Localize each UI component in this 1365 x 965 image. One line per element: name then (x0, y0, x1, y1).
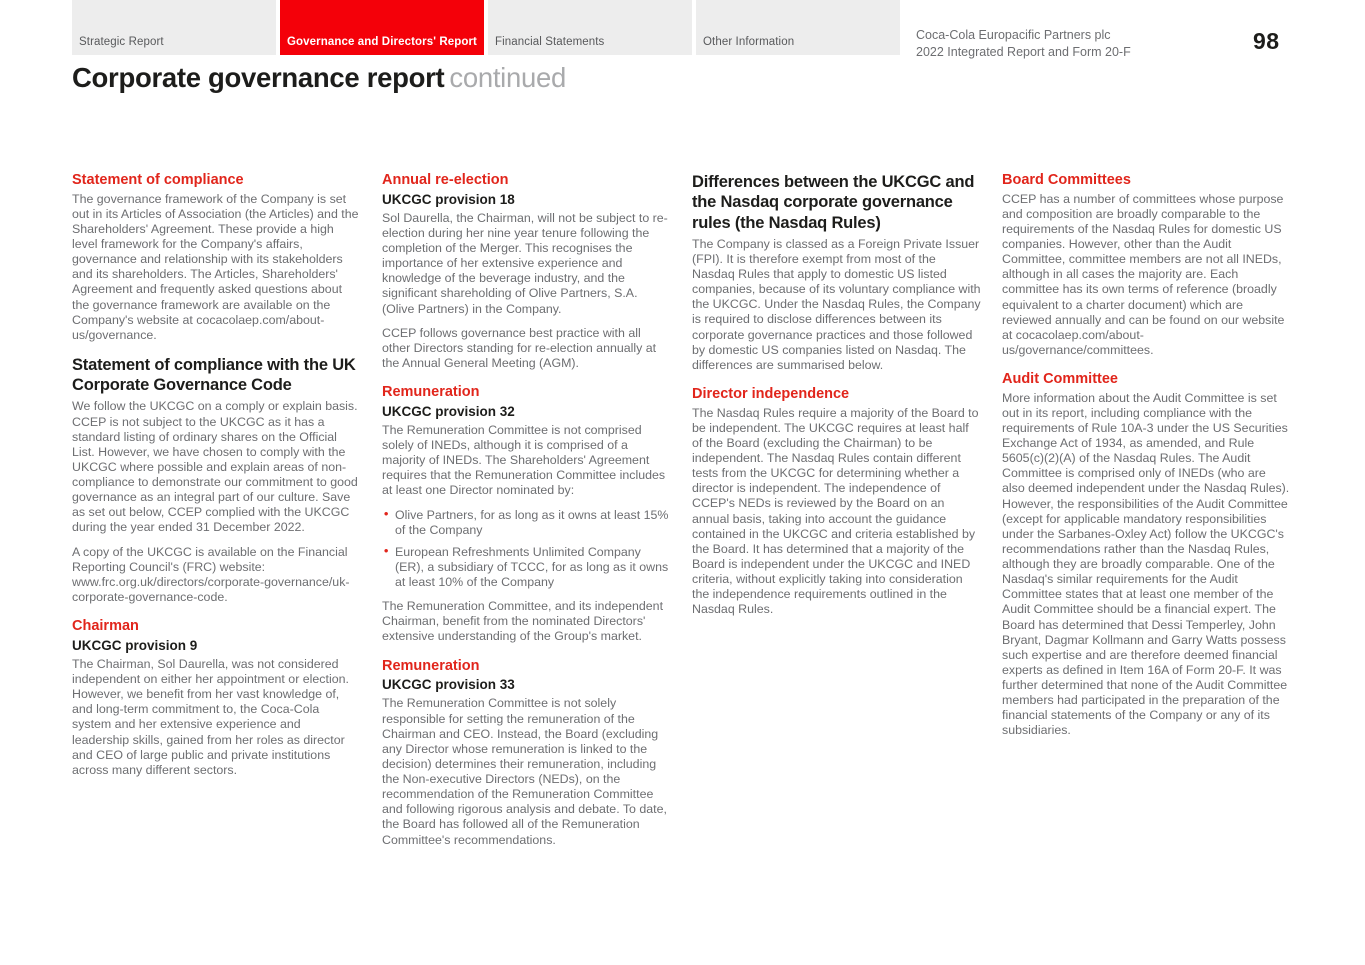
paragraph: The Chairman, Sol Daurella, was not considered independent on either her appointment or election. However, we benefit from her vast knowledge of, and long-term commitment to, the Coca-Cola system and her extensive experience and leadership skills, gained from her roles as director and CEO of large public and private institutions across many different sectors. (72, 656, 349, 777)
heading-director-independence: Director independence (692, 385, 850, 402)
paragraph: The Remuneration Committee, and its independent Chairman, benefit from the nominated Directors' extensive understanding of the Group's market. (382, 599, 664, 644)
publication-info (916, 27, 1131, 60)
heading-remuneration-32: Remuneration (382, 384, 480, 401)
column-board-committees (1002, 172, 1291, 857)
company-name: Coca-Cola Europacific Partners plc (916, 28, 1111, 42)
page-title-main: Corporate governance report (72, 62, 445, 93)
heading-chairman: Chairman (72, 618, 139, 635)
list-item: • European Refreshments Unlimited Company (ER), a subsidiary of TCCC, for as long as it owns at least 10% of the Company (382, 545, 671, 590)
column-re-election-remuneration (382, 172, 671, 857)
tab-governance-and-directors-report[interactable] (280, 0, 484, 55)
subheading-ukcgc-provision-18: UKCGC provision 18 (382, 191, 515, 207)
heading-board-committees: Board Committees (1002, 172, 1131, 188)
heading-audit-committee: Audit Committee (1002, 371, 1118, 388)
tab-strategic-report[interactable] (72, 0, 276, 55)
tab-label-financial-statements: Financial Statements (495, 36, 605, 48)
heading-remuneration-33: Remuneration (382, 657, 480, 674)
paragraph: We follow the UKCGC on a comply or explain basis. CCEP is not subject to the UKCGC as it has a standard listing of ordinary shares on the Official List. However, we have chosen to comply with the UKCGC where possible and explain areas of non-compliance to demonstrate our commitment to good governance as an integral part of our culture. Save as set out below, CCEP complied with the UKCGC during the year ended 31 December 2022. (72, 399, 358, 535)
subheading-ukcgc-provision-32: UKCGC provision 32 (382, 403, 515, 419)
tab-label-strategic-report: Strategic Report (79, 36, 164, 48)
section-tabs (72, 0, 900, 55)
tab-financial-statements[interactable] (488, 0, 692, 55)
report-name: 2022 Integrated Report and Form 20-F (916, 44, 1131, 59)
paragraph: The Remuneration Committee is not comprised solely of INEDs, although it is comprised of a majority of INEDs. The Shareholders' Agreement requires that the Remuneration Committee includes at least one Director nominated by: (382, 422, 666, 498)
heading-statement-of-compliance-ukcgc: Statement of compliance with the UK Corporate Governance Code (72, 355, 356, 395)
heading-differences-ukcgc-nasdaq: Differences between the UKCGC and the Nasdaq corporate governance rules (the Nasdaq Rules) (692, 173, 975, 232)
column-statement-of-compliance (72, 172, 361, 857)
tab-other-information[interactable] (696, 0, 900, 55)
paragraph: The Company is classed as a Foreign Private Issuer (FPI). It is therefore exempt from most of the Nasdaq Rules that apply to domestic US listed companies, because of its voluntary compliance with the UKCGC. Under the Nasdaq Rules, the Company is required to disclose differences between its corporate governance practices and those followed by domestic US companies listed on Nasdaq. The differences are summarised below. (692, 236, 981, 372)
tab-label-other-information: Other Information (703, 36, 795, 48)
subheading-ukcgc-provision-9: UKCGC provision 9 (72, 637, 198, 653)
paragraph: CCEP has a number of committees whose purpose and composition are broadly comparable to the requirements of the Nasdaq Rules for domestic US companies. However, other than the Audit Committee, committee members are not all INEDs, although in all cases the majority are. Each committee has its own terms of reference (broadly equivalent to a charter document) which are reviewed annually and can be found on our website at cocacolaep.com/about-us/governance/committees. (1002, 191, 1285, 357)
tab-label-governance-and-directors-report: Governance and Directors' Report (287, 36, 477, 48)
paragraph: The Nasdaq Rules require a majority of the Board to be independent. The UKCGC requires at least half of the Board (excluding the Chairman) to be independent. The Nasdaq Rules contain different tests from the UKCGC for determining whether a director is independent. The independence of CCEP's NEDs is reviewed by the Board on an annual basis, taking into account the guidance contained in the UKCGC and criteria established by the Board. It has determined that a majority of the Board is independent under the UKCGC and INED criteria, without explicitly taking into consideration the independence requirements outlined in the Nasdaq Rules. (692, 405, 979, 617)
heading-statement-of-compliance: Statement of compliance (72, 172, 244, 188)
paragraph: The governance framework of the Company is set out in its Articles of Association (the Articles) and the Shareholders' Agreement. These provide a high level framework for the Company's affairs, governance and relationship with its stakeholders and its shareholders. The Articles, Shareholders' Agreement and frequently asked questions about the governance framework are available on the Company's website at cocacolaep.com/about-us/governance. (72, 191, 359, 342)
paragraph: A copy of the UKCGC is available on the Financial Reporting Council's (FRC) website: www.frc.org.uk/directors/corporate-governance/uk-corporate-governance-code. (72, 544, 350, 604)
paragraph: The Remuneration Committee is not solely responsible for setting the remuneration of the Chairman and CEO. Instead, the Board (excluding any Director whose remuneration is linked to the decision) determines their remuneration, including the Non-executive Directors (NEDs), on the recommendation of the Remuneration Committee and following rigorous analysis and debate. To date, the Board has followed all of the Remuneration Committee's recommendations. (382, 696, 667, 847)
page-title-suffix: continued (449, 62, 566, 93)
nominee-bullet-list (382, 508, 671, 591)
page-title (72, 62, 566, 94)
page-number: 98 (1253, 28, 1280, 54)
paragraph: Sol Daurella, the Chairman, will not be subject to re-election during her nine year tenure following the completion of the Merger. This recognises the importance of her extensive experience and knowledge of the beverage industry, and the significant shareholding of Olive Partners, S.A. (Olive Partners) in the Company. (382, 210, 668, 316)
subheading-ukcgc-provision-33: UKCGC provision 33 (382, 677, 515, 693)
content-columns (72, 172, 1293, 857)
column-nasdaq-differences (692, 172, 981, 857)
heading-annual-re-election: Annual re-election (382, 172, 509, 188)
list-item: • Olive Partners, for as long as it owns at least 15% of the Company (382, 508, 671, 538)
paragraph: CCEP follows governance best practice with all other Directors standing for re-election annually at the Annual General Meeting (AGM). (382, 325, 657, 370)
paragraph: More information about the Audit Committee is set out in its report, including compliance with the requirements of Rule 10A-3 under the US Securities Exchange Act of 1934, as amended, and Rule 5605(c)(2)(A) of the Nasdaq Rules. The Audit Committee is comprised only of INEDs (who are also deemed independent under the Nasdaq Rules). However, the responsibilities of the Audit Committee (except for applicable mandatory responsibilities under the Sarbanes-Oxley Act) follow the UKCGC's recommendations rather than the Nasdaq Rules, although they are broadly comparable. One of the Nasdaq's similar requirements for the Audit Committee states that at least one member of the Audit Committee should be a financial expert. The Board has determined that Dessi Temperley, John Bryant, Dagmar Kollmann and Garry Watts possess such expertise and are therefore deemed financial experts as defined in Item 16A of Form 20-F. It was further determined that none of the Audit Committee members had participated in the preparation of the financial statements of the Company or any of its subsidiaries. (1002, 390, 1290, 738)
